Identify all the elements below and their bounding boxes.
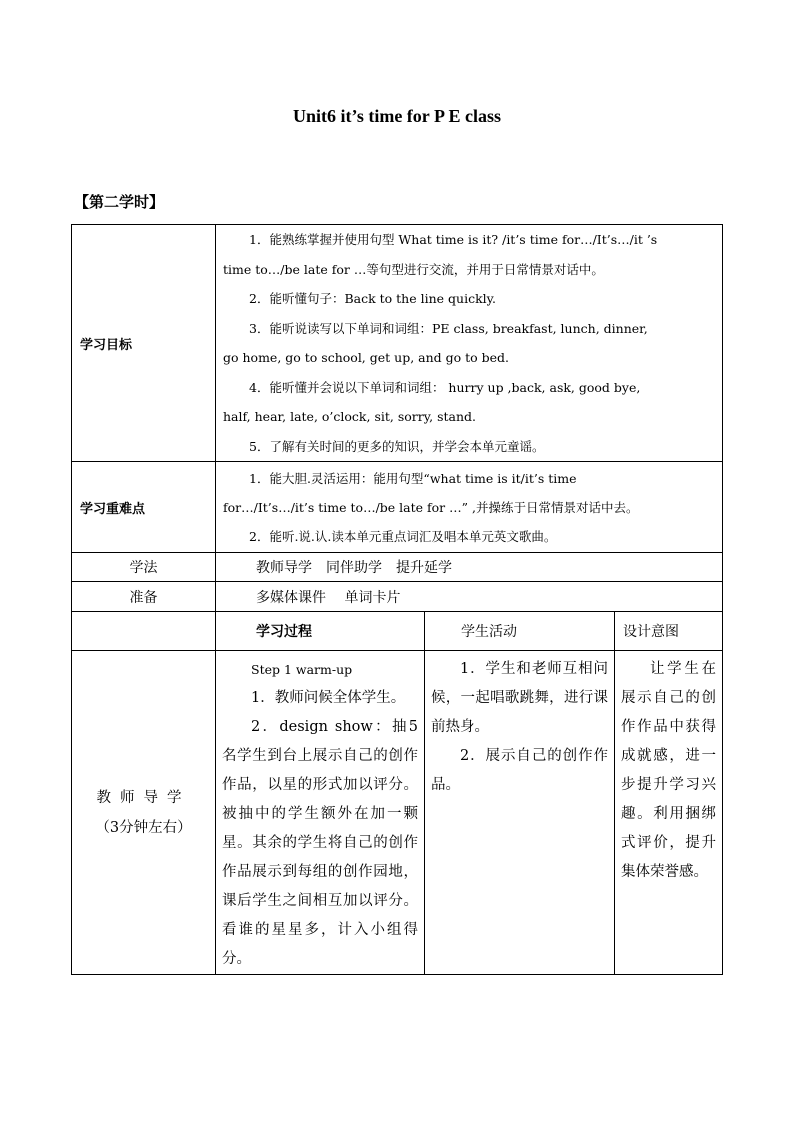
teacher-guide-row [72, 651, 723, 975]
key-point-line: for…/It’s…/it’s time to…/be late for …” ,并操练于日常情景对话中去。 [223, 499, 639, 515]
objective-line: time to…/be late for …等句型进行交流，并用于日常情景对话中。 [223, 261, 604, 277]
intent-cell [615, 651, 723, 975]
objectives-row [72, 225, 723, 462]
objective-line: 2．能听懂句子：Back to the line quickly. [249, 291, 497, 306]
header-empty-cell [72, 612, 216, 651]
objectives-label: 学习目标 [72, 225, 216, 462]
objective-line: go home, go to school, get up, and go to bed. [223, 350, 510, 365]
teacher-guide-label-main: 教师导学 [96, 789, 191, 806]
key-points-content [216, 462, 723, 553]
key-points-row [72, 462, 723, 553]
process-line: 2．design show：抽5名学生到台上展示自己的创作作品，以星的形式加以评分。被抽中的学生额外在加一颗星。其余的学生将自己的创作作品展示到每组的创作园地，课后学生之间相互加以评分。看谁的星星多，计入小组得分。 [222, 719, 418, 967]
objective-line: 5．了解有关时间的更多的知识，并学会本单元童谣。 [249, 438, 545, 454]
key-point-line: 1．能大胆.灵活运用：能用句型“what time is it/it’s time [249, 470, 577, 486]
intent-text: 让学生在展示自己的创作作品中获得成就感，进一步提升学习兴趣。利用捆绑式评价，提升集体荣誉感。 [621, 661, 717, 880]
preparation-row [72, 582, 723, 612]
section-heading: 【第二学时】 [74, 193, 165, 211]
method-value: 教师导学 同伴助学 提升延学 [216, 553, 723, 582]
objective-line: 4．能听懂并会说以下单词和词组： hurry up ,back, ask, good bye, [249, 379, 641, 395]
key-point-line: 2．能听.说.认.读本单元重点词汇及唱本单元英文歌曲。 [249, 528, 557, 544]
activity-cell [425, 651, 615, 975]
key-points-label: 学习重难点 [72, 462, 216, 553]
method-row [72, 553, 723, 582]
teacher-guide-label [72, 651, 216, 975]
preparation-value: 多媒体课件 单词卡片 [216, 582, 723, 612]
objective-line: half, hear, late, o’clock, sit, sorry, stand. [223, 409, 476, 424]
objectives-content [216, 225, 723, 462]
header-intent: 设计意图 [615, 612, 723, 651]
process-cell [216, 651, 425, 975]
lesson-plan-table [71, 224, 723, 975]
objective-line: 1．能熟练掌握并使用句型 What time is it? /it’s time for…/It’s…/it ’s [249, 232, 658, 247]
header-row [72, 612, 723, 651]
preparation-label: 准备 [72, 582, 216, 612]
process-step-title: Step 1 warm-up [251, 662, 353, 677]
header-activity: 学生活动 [425, 612, 615, 651]
header-process: 学习过程 [216, 612, 425, 651]
activity-line: 1．学生和老师互相问候，一起唱歌跳舞，进行课前热身。 [431, 661, 608, 735]
teacher-guide-label-time: （3分钟左右） [95, 819, 192, 836]
activity-line: 2．展示自己的创作作品。 [431, 748, 608, 793]
method-label: 学法 [72, 553, 216, 582]
process-line: 1．教师问候全体学生。 [251, 690, 406, 706]
document-title: Unit6 it’s time for P E class [293, 106, 501, 126]
objective-line: 3．能听说读写以下单词和词组：PE class, breakfast, lunch, dinner, [249, 320, 648, 336]
